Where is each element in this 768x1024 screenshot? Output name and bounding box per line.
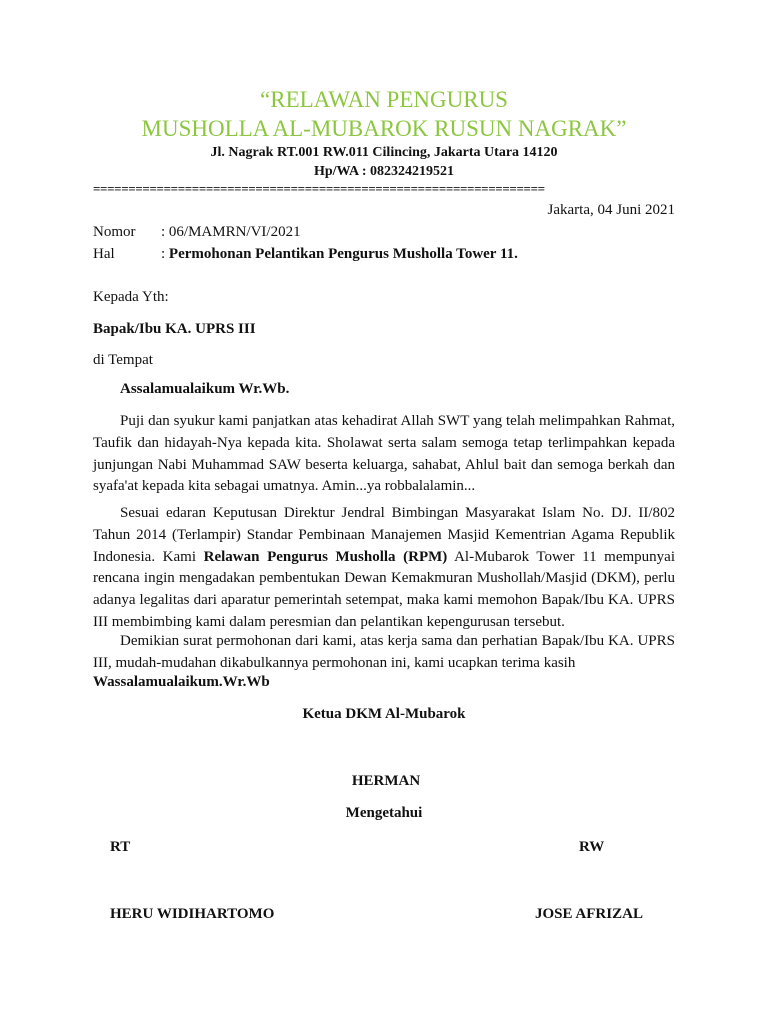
paragraph-purpose-part1: Sesuai edaran Keputusan Direktur Jendral Bimbingan Masyarakat Islam No. DJ. II/802 Tahun 2014 (Terlampir) Standar Pembinaan Manajemen Masjid Kementrian Agama Republik Indonesia. Kami: [93, 505, 675, 565]
hal-value-wrap: [161, 244, 518, 266]
letterhead-title-line2: MUSHOLLA AL-MUBAROK RUSUN NAGRAK”: [141, 116, 627, 141]
meta-nomor-row: [93, 222, 301, 244]
meta-hal-row: [93, 244, 518, 266]
recipient-place: di Tempat: [93, 352, 153, 368]
paragraph-opening: Puji dan syukur kami panjatkan atas kehadirat Allah SWT yang telah melimpahkan Rahmat, Taufik dan hidayah-Nya kepada kita. Sholawat serta salam semoga tetap terlimpahkan kepada junjungan Nabi Muhammad SAW beserta keluarga, sahabat, Ahlul bait dan semoga berkah dan syafa'at kepada kita sebagai umatnya. Amin...ya robbalalamin...: [93, 413, 675, 495]
ketua-name: HERMAN: [351, 773, 421, 789]
hal-label: Hal: [93, 246, 115, 262]
recipient-greeting: Kepada Yth:: [93, 289, 169, 305]
rw-label: RW: [579, 839, 605, 855]
letterhead-address: Jl. Nagrak RT.001 RW.011 Cilincing, Jakarta Utara 14120: [210, 145, 558, 160]
hal-colon: :: [161, 246, 169, 262]
paragraph-closing: Demikian surat permohonan dari kami, atas kerja sama dan perhatian Bapak/Ibu KA. UPRS III, mudah-mudahan dikabulkannya permohonan ini, kami ucapkan terima kasih: [93, 633, 675, 671]
paragraph-purpose: [93, 503, 675, 634]
paragraph-purpose-bold: Relawan Pengurus Musholla (RPM): [203, 548, 448, 565]
nomor-label: Nomor: [93, 224, 136, 240]
mengetahui-label: Mengetahui: [345, 805, 423, 821]
salam-opening: Assalamualaikum Wr.Wb.: [120, 381, 290, 397]
rt-name: HERU WIDIHARTOMO: [110, 906, 275, 922]
letter-date: Jakarta, 04 Juni 2021: [547, 202, 675, 218]
rt-label: RT: [110, 839, 131, 855]
letterhead-title-line1: “RELAWAN PENGURUS: [260, 87, 508, 112]
hal-value: Permohonan Pelantikan Pengurus Musholla Tower 11.: [168, 246, 518, 262]
nomor-value: : 06/MAMRN/VI/2021: [161, 224, 301, 240]
paragraph-purpose-part2: Al-Mubarok Tower 11 mempunyai rencana ingin mengadakan pembentukan Dewan Kemakmuran Mushollah/Masjid (DKM), perlu adanya legalitas dari aparatur pemerintah setempat, maka kami memohon Bapak/Ibu KA. UPRS III membimbing kami dalam peresmian dan pelantikan kepengurusan tersebut.: [93, 548, 675, 630]
letterhead-divider: ================================================================: [93, 181, 545, 196]
ketua-title: Ketua DKM Al-Mubarok: [302, 706, 466, 722]
salam-closing: Wassalamualaikum.Wr.Wb: [93, 674, 270, 690]
recipient-name: Bapak/Ibu KA. UPRS III: [93, 321, 256, 337]
letterhead-contact: Hp/WA : 082324219521: [313, 164, 454, 179]
rw-name: JOSE AFRIZAL: [535, 906, 643, 922]
